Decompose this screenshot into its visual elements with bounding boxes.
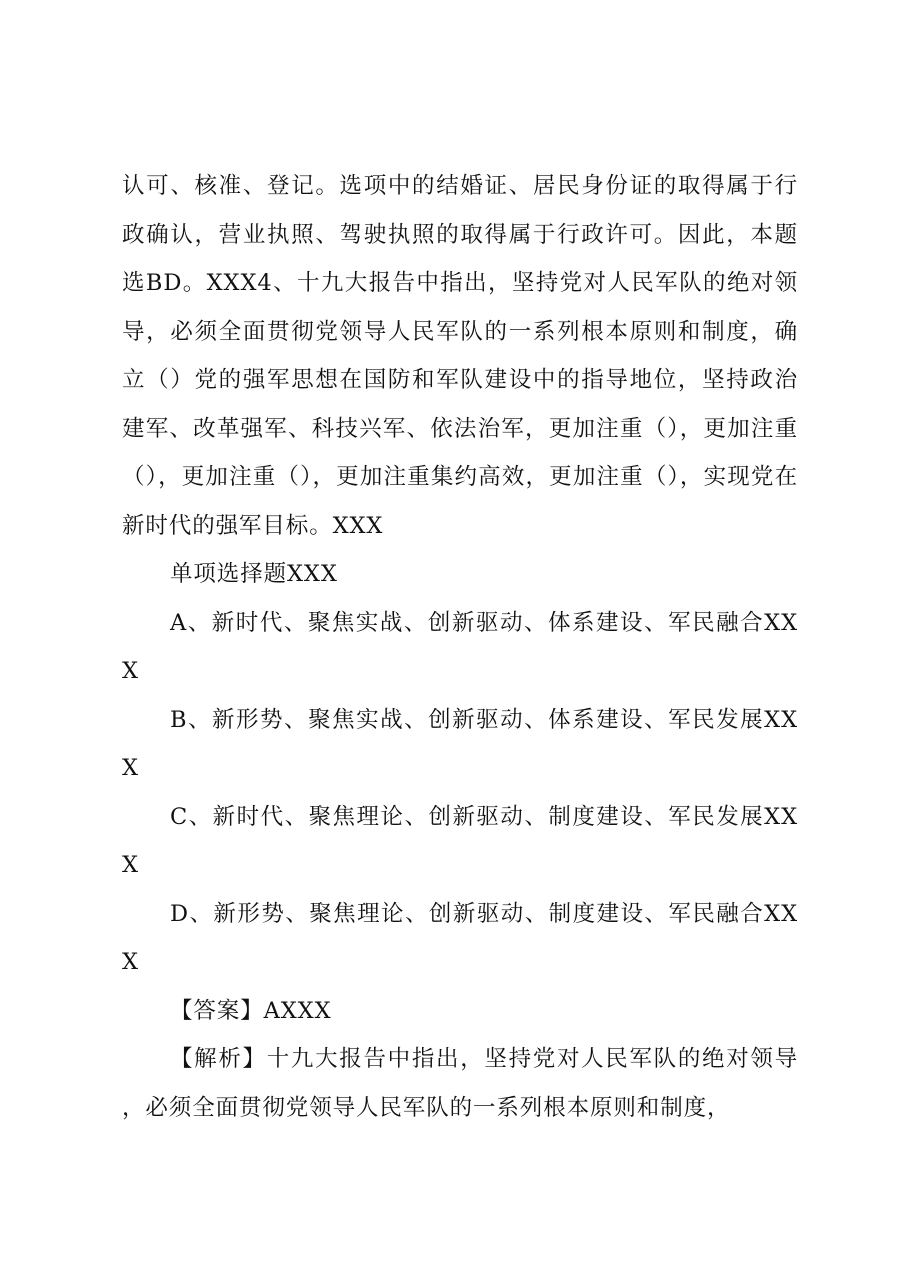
answer-line: 【答案】AXXX [170,997,332,1024]
option-c: C、新时代、聚焦理论、创新驱动、制度建设、军民发展XXX [122,803,798,878]
option-a: A、新时代、聚焦实战、创新驱动、体系建设、军民融合XXX [122,609,798,684]
document-body [122,162,798,1132]
option-b: B、新形势、聚焦实战、创新驱动、体系建设、军民发展XXX [122,706,798,781]
option-d: D、新形势、聚焦理论、创新驱动、制度建设、军民融合XXX [122,900,798,975]
question-text-paragraph: 认可、核准、登记。选项中的结婚证、居民身份证的取得属于行政确认，营业执照、驾驶执照的取得属于行政许可。因此，本题选BD。XXX4、十九大报告中指出，坚持党对人民军队的绝对领导，必须全面贯彻党领导人民军队的一系列根本原则和制度，确立（）党的强军思想在国防和军队建设中的指导地位，坚持政治建军、改革强军、科技兴军、依法治军，更加注重（），更加注重（），更加注重（），更加注重集约高效，更加注重（），实现党在新时代的强军目标。XXX [122,173,798,539]
question-type-label: 单项选择题XXX [170,561,338,587]
analysis-paragraph: 【解析】十九大报告中指出，坚持党对人民军队的绝对领导，必须全面贯彻党领导人民军队的一系列根本原则和制度， [122,1046,798,1121]
